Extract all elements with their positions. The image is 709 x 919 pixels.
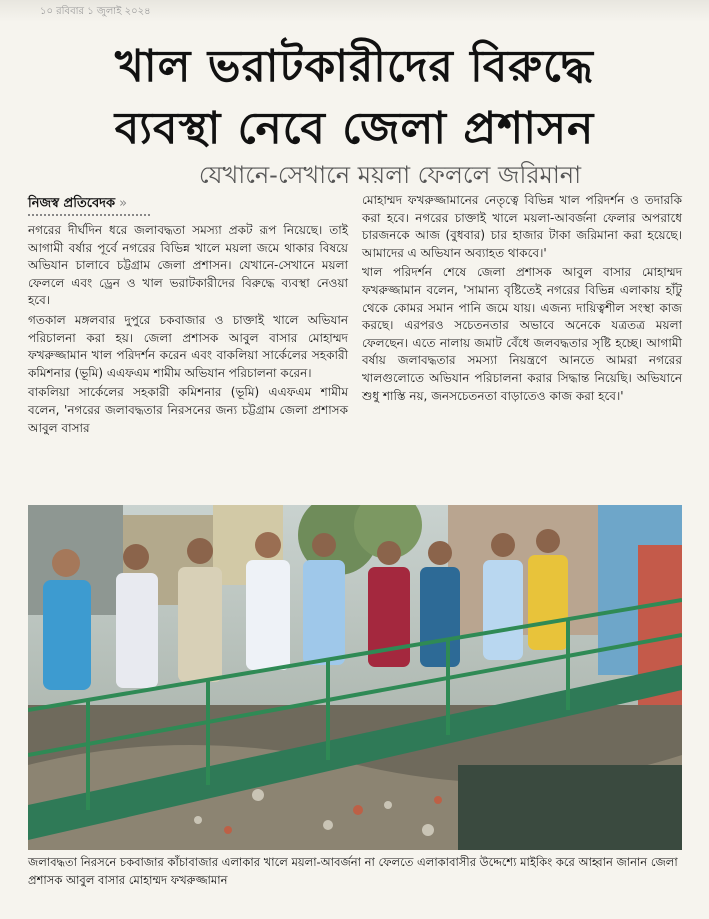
paragraph: গতকাল মঙ্গলবার দুপুরে চকবাজার ও চাক্তাই খালে অভিযান পরিচালনা করা হয়। জেলা প্রশাসক আবুল বাসার মোহাম্মদ ফখরুজ্জামান খাল পরিদর্শন করেন এবং বাকলিয়া সার্কেলের সহকারী কমিশনার (ভূমি) এএফএম শামীম অভিযান পরিচালনা করেন। <box>28 312 348 380</box>
article-column-2 <box>362 192 682 407</box>
headline-line-2: ব্যবস্থা নেবে জেলা প্রশাসন <box>114 103 595 154</box>
subheadline: যেখানে-সেখানে ময়লা ফেললে জরিমানা <box>198 161 582 189</box>
byline-text: নিজস্ব প্রতিবেদক <box>28 196 116 211</box>
page-header-strip <box>0 0 709 22</box>
photo-caption: জলাবদ্ধতা নিরসনে চকবাজার কাঁচাবাজার এলাকার খালে ময়লা-আবর্জনা না ফেলতে এলাকাবাসীর উদ্দেশ্যে মাইকিং করে আহ্বান জানান জেলা প্রশাসক আবুল বাসার মোহাম্মদ ফখরুজ্জামান <box>28 855 678 887</box>
paragraph: মোহাম্মদ ফখরুজ্জামানের নেতৃত্বে বিভিন্ন খাল পরিদর্শন ও তদারকি করা হবে। নগরের চাক্তাই খালে ময়লা-আবর্জনা ফেলার অপরাধে চারজনকে আজ (বুধবার) চার হাজার টাকা জরিমানা করা হয়েছে। আমাদের এ অভিযান অব্যাহত থাকবে।' <box>362 193 682 260</box>
paragraph: নগরের দীর্ঘদিন ধরে জলাবদ্ধতা সমস্যা প্রকট রূপ নিয়েছে। তাই আগামী বর্ষার পূর্বে নগরের বিভিন্ন খালে ময়লা জমে থাকার বিষয়ে অভিযান চালাবে চট্টগ্রাম জেলা প্রশাসন। যেখানে-সেখানে ময়লা ফেললে এবং ড্রেন ও খাল ভরাটকারীদের বিরুদ্ধে ব্যবস্থা নেওয়া হবে। <box>28 223 348 308</box>
byline <box>28 194 127 215</box>
issue-info: ১০ রবিবার ১ জুলাই ২০২৪ <box>40 6 151 17</box>
chevron-right-icon: » <box>119 196 128 211</box>
news-photo <box>28 505 682 850</box>
paragraph: খাল পরিদর্শন শেষে জেলা প্রশাসক আবুল বাসার মোহাম্মদ ফখরুজ্জামান বলেন, 'সামান্য বৃষ্টিতেই নগরের বিভিন্ন এলাকায় হাঁটু থেকে কোমর সমান পানি জমে যায়। এজন্য দায়িত্বশীল সংস্থা কাজ করছে। এরপরও সচেতনতার অভাবে অনেকে যত্রতত্র ময়লা ফেলছেন। এতে নালায় জমাট বেঁধে জলবদ্ধতার সৃষ্টি হচ্ছে। আগামী বর্ষায় জলাবদ্ধতার সমস্যা নিয়ন্ত্রণে আনতে আমরা নগরের খালগুলোতে অভিযান পরিচালনা করার সিদ্ধান্ত নিয়েছি। অভিযানে শুধু শাস্তি নয়, জনসচেতনতা বাড়াতেও কাজ করা হবে।' <box>362 265 682 403</box>
article-column-1 <box>28 222 348 439</box>
byline-divider <box>28 214 150 216</box>
headline-line-1: খাল ভরাটকারীদের বিরুদ্ধে <box>115 41 594 92</box>
photo-illustration <box>28 505 682 850</box>
paragraph: বাকলিয়া সার্কেলের সহকারী কমিশনার (ভূমি) এএফএম শামীম বলেন, 'নগরের জলাবদ্ধতার নিরসনের জন্য চট্টগ্রাম জেলা প্রশাসক আবুল বাসার <box>28 385 348 435</box>
